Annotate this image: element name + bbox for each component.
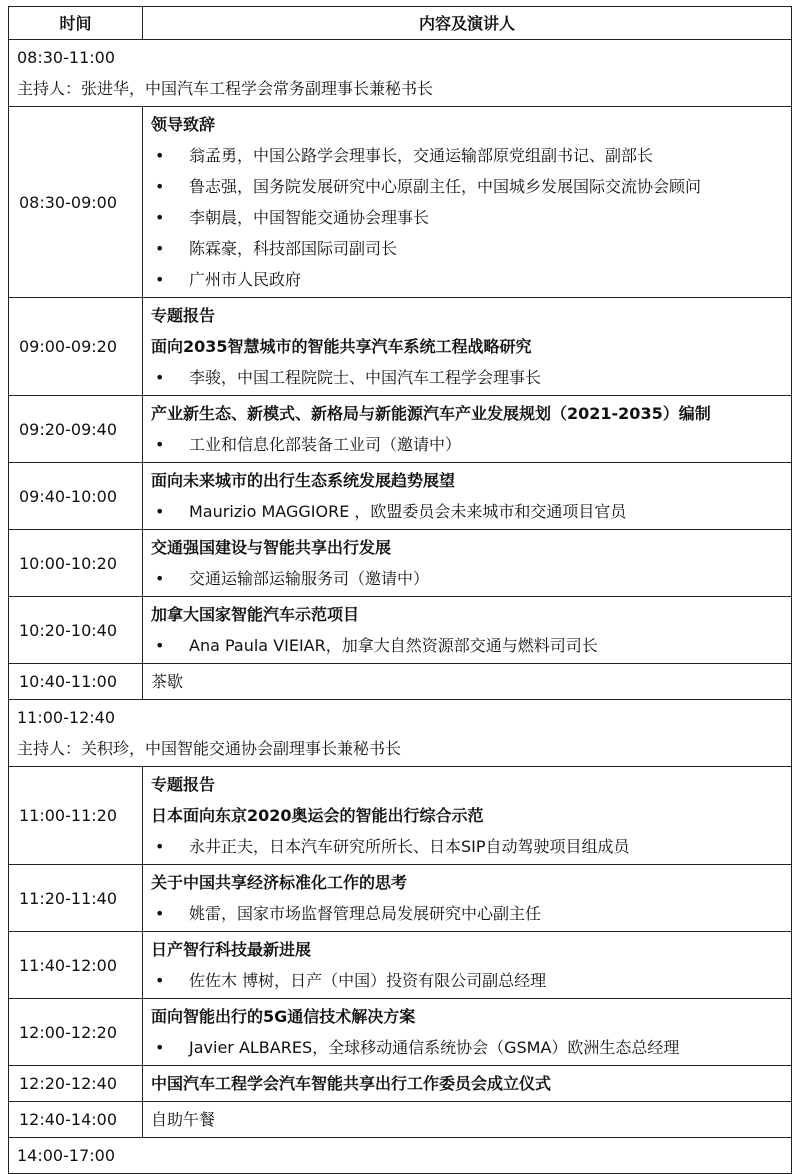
speaker-item <box>151 140 791 171</box>
agenda-row <box>9 463 792 530</box>
agenda-table <box>8 6 792 1174</box>
agenda-row <box>9 865 792 932</box>
content-cell <box>143 932 792 999</box>
item-subtitle: 日本面向东京2020奥运会的智能出行综合示范 <box>151 806 484 825</box>
bullet-dot: • <box>155 837 165 856</box>
bullet-dot: • <box>155 208 165 227</box>
agenda-row <box>9 298 792 396</box>
time-cell: 08:30-09:00 <box>9 107 143 298</box>
agenda-row <box>9 530 792 597</box>
agenda-row <box>9 999 792 1066</box>
content-cell <box>143 530 792 597</box>
bullet-dot: • <box>155 177 165 196</box>
bullet-dot: • <box>155 146 165 165</box>
content-cell <box>143 865 792 932</box>
session-time: 08:30-11:00 <box>17 48 115 67</box>
agenda-body <box>9 40 792 1174</box>
time-cell: 09:00-09:20 <box>9 298 143 396</box>
speaker-item <box>151 831 791 862</box>
agenda-row <box>9 932 792 999</box>
speaker-item <box>151 171 791 202</box>
item-text: 茶歇 <box>151 672 184 691</box>
bullet-dot: • <box>155 904 165 923</box>
agenda-row <box>9 1102 792 1138</box>
speaker-item <box>151 563 791 594</box>
bullet-dot: • <box>155 1038 165 1057</box>
content-cell <box>143 1066 792 1102</box>
time-cell: 11:40-12:00 <box>9 932 143 999</box>
session-block <box>9 40 792 107</box>
agenda-row <box>9 396 792 463</box>
speaker-text: 李骏，中国工程院院士、中国汽车工程学会理事长 <box>189 368 542 387</box>
session-time: 11:00-12:40 <box>17 708 115 727</box>
speaker-item <box>151 233 791 264</box>
speaker-item <box>151 362 791 393</box>
content-cell <box>143 396 792 463</box>
speaker-item <box>151 202 791 233</box>
item-title: 专题报告 <box>151 306 216 325</box>
header-row <box>9 7 792 40</box>
speaker-text: 鲁志强，国务院发展研究中心原副主任，中国城乡发展国际交流协会顾问 <box>189 177 702 196</box>
bullet-dot: • <box>155 368 165 387</box>
speaker-item <box>151 264 791 295</box>
agenda-row <box>9 597 792 664</box>
item-title: 中国汽车工程学会汽车智能共享出行工作委员会成立仪式 <box>151 1074 552 1093</box>
session-block <box>9 1138 792 1174</box>
time-cell: 10:20-10:40 <box>9 597 143 664</box>
item-title: 专题报告 <box>151 775 216 794</box>
agenda-row <box>9 1138 792 1174</box>
speaker-text: 交通运输部运输服务司（邀请中） <box>189 569 430 588</box>
agenda-row <box>9 767 792 865</box>
item-title: 领导致辞 <box>151 115 216 134</box>
time-cell: 12:20-12:40 <box>9 1066 143 1102</box>
agenda-row <box>9 1066 792 1102</box>
content-cell <box>143 767 792 865</box>
speaker-item <box>151 496 791 527</box>
bullet-dot: • <box>155 502 165 521</box>
item-title: 产业新生态、新模式、新格局与新能源汽车产业发展规划（2021-2035）编制 <box>151 404 711 423</box>
speaker-text: Javier ALBARES，全球移动通信系统协会（GSMA）欧洲生态总经理 <box>189 1038 680 1057</box>
header-time: 时间 <box>9 7 143 40</box>
session-time: 14:00-17:00 <box>17 1146 115 1165</box>
item-title: 日产智行科技最新进展 <box>151 940 312 959</box>
session-host: 主持人：关积珍，中国智能交通协会副理事长兼秘书长 <box>17 739 402 758</box>
speaker-text: Maurizio MAGGIORE ，欧盟委员会未来城市和交通项目官员 <box>189 502 627 521</box>
item-title: 面向智能出行的5G通信技术解决方案 <box>151 1007 416 1026</box>
speaker-text: Ana Paula VIEIAR，加拿大自然资源部交通与燃料司司长 <box>189 636 598 655</box>
bullet-dot: • <box>155 435 165 454</box>
content-cell <box>143 1102 792 1138</box>
speaker-item <box>151 965 791 996</box>
bullet-dot: • <box>155 270 165 289</box>
speaker-text: 翁孟勇，中国公路学会理事长，交通运输部原党组副书记、副部长 <box>189 146 654 165</box>
speaker-item <box>151 429 791 460</box>
content-cell <box>143 999 792 1066</box>
content-cell <box>143 463 792 530</box>
speaker-text: 工业和信息化部装备工业司（邀请中） <box>189 435 462 454</box>
agenda-row <box>9 107 792 298</box>
time-cell: 09:40-10:00 <box>9 463 143 530</box>
agenda-row <box>9 700 792 767</box>
session-block <box>9 700 792 767</box>
item-subtitle: 面向2035智慧城市的智能共享汽车系统工程战略研究 <box>151 337 532 356</box>
speaker-text: 陈霖豪，科技部国际司副司长 <box>189 239 398 258</box>
item-text: 自助午餐 <box>151 1110 216 1129</box>
content-cell <box>143 597 792 664</box>
speaker-text: 永井正夫，日本汽车研究所所长、日本SIP自动驾驶项目组成员 <box>189 837 630 856</box>
time-cell: 12:40-14:00 <box>9 1102 143 1138</box>
time-cell: 09:20-09:40 <box>9 396 143 463</box>
speaker-text: 广州市人民政府 <box>189 270 302 289</box>
item-title: 关于中国共享经济标准化工作的思考 <box>151 873 408 892</box>
session-host: 主持人：张进华，中国汽车工程学会常务副理事长兼秘书长 <box>17 79 434 98</box>
speaker-item <box>151 1032 791 1063</box>
agenda-row <box>9 40 792 107</box>
speaker-text: 李朝晨，中国智能交通协会理事长 <box>189 208 430 227</box>
bullet-dot: • <box>155 636 165 655</box>
bullet-dot: • <box>155 239 165 258</box>
item-title: 交通强国建设与智能共享出行发展 <box>151 538 392 557</box>
speaker-text: 姚雷，国家市场监督管理总局发展研究中心副主任 <box>189 904 542 923</box>
time-cell: 11:20-11:40 <box>9 865 143 932</box>
item-title: 面向未来城市的出行生态系统发展趋势展望 <box>151 471 456 490</box>
header-content: 内容及演讲人 <box>143 7 792 40</box>
time-cell: 12:00-12:20 <box>9 999 143 1066</box>
content-cell <box>143 664 792 700</box>
speaker-text: 佐佐木 博树，日产（中国）投资有限公司副总经理 <box>189 971 547 990</box>
content-cell <box>143 298 792 396</box>
speaker-item <box>151 630 791 661</box>
speaker-item <box>151 898 791 929</box>
item-title: 加拿大国家智能汽车示范项目 <box>151 605 360 624</box>
bullet-dot: • <box>155 971 165 990</box>
content-cell <box>143 107 792 298</box>
time-cell: 11:00-11:20 <box>9 767 143 865</box>
time-cell: 10:00-10:20 <box>9 530 143 597</box>
agenda-row <box>9 664 792 700</box>
time-cell: 10:40-11:00 <box>9 664 143 700</box>
bullet-dot: • <box>155 569 165 588</box>
